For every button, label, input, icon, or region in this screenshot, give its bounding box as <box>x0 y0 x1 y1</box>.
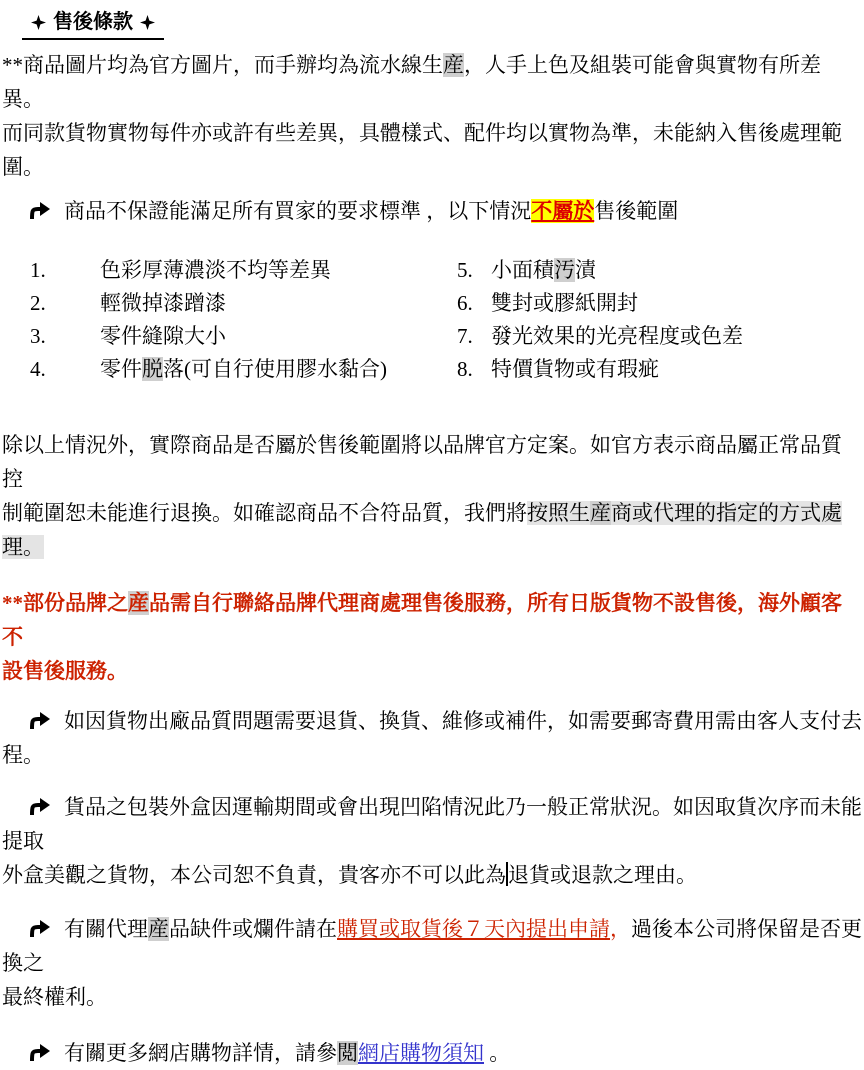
text-run: 輕微掉漆蹭漆 <box>100 291 226 315</box>
text-run: 有關更多網店購物詳情，請參 <box>64 1041 337 1065</box>
text-run: 汚 <box>554 258 575 282</box>
not-covered-notice-text <box>64 199 678 223</box>
brand-notice-red-paragraph <box>2 586 862 688</box>
text-run: 最終權利。 <box>2 985 107 1009</box>
text-run: 産 <box>148 917 169 941</box>
list-item-text <box>100 291 226 315</box>
page-title <box>22 6 862 40</box>
text-run: ，人手上色及組裝可能會與實物有所差異。 <box>2 53 821 111</box>
text-run: 外盒美觀之貨物，本公司恕不負責，貴客亦不可以此為 <box>2 863 506 887</box>
store-shopping-guide-link[interactable]: 網店購物須知 <box>358 1041 484 1065</box>
text-run: 過後本公司將保留是否更換之 <box>2 917 862 975</box>
curved-right-arrow-icon <box>28 1041 51 1062</box>
curved-right-arrow-icon <box>28 795 51 816</box>
curved-right-arrow-icon <box>28 199 51 220</box>
list-item-number: 8. <box>457 357 473 381</box>
text-run: 産 <box>590 501 611 525</box>
list-item <box>457 353 862 386</box>
exclusion-list <box>30 254 862 386</box>
text-run: 有關代理 <box>64 917 148 941</box>
text-run: 雙封或膠紙開封 <box>491 291 638 315</box>
list-item-text <box>491 291 638 315</box>
page-title-text: 售後條款 <box>53 11 133 33</box>
claim-window-paragraph <box>2 912 862 1014</box>
text-run: 特價貨物或有瑕疵 <box>491 357 659 381</box>
not-covered-notice <box>2 194 862 228</box>
text-run: 品需自行聯絡品牌代理商處理售後服務，所有日版貨物不設售後，海外顧客不 <box>2 591 842 649</box>
not-covered-highlight: 不屬於 <box>531 199 595 223</box>
intro-paragraph <box>2 48 862 184</box>
list-item <box>30 320 457 353</box>
exclusion-list-left-column <box>30 254 457 386</box>
list-item-number: 4. <box>30 357 46 381</box>
text-run: 産 <box>128 591 149 615</box>
text-run: 。 <box>484 1041 511 1065</box>
text-run: 貨品之包裝外盒因運輸期間或會出現凹陷情況此乃一般正常狀況。如因取貨次序而未能提取 <box>2 795 862 853</box>
box-damage-paragraph <box>2 790 862 892</box>
shipping-fee-text <box>2 709 862 767</box>
list-item <box>30 353 457 386</box>
four-pointed-star-icon <box>140 15 155 30</box>
text-run: 除以上情況外，實際商品是否屬於售後範圍將以品牌官方定案。如官方表示商品屬正常品質控 <box>2 433 842 491</box>
list-item-number: 7. <box>457 324 473 348</box>
text-run: 品缺件或爛件請在 <box>169 917 337 941</box>
list-item-text <box>100 324 226 348</box>
text-run: 如因貨物出廠品質問題需要退貨、換貨、維修或補件，如需要郵寄費用需由客人支付去程。 <box>2 709 862 767</box>
list-item <box>457 320 862 353</box>
list-item-number: 6. <box>457 291 473 315</box>
claim-window-text <box>2 917 862 1009</box>
curved-right-arrow-icon <box>28 709 51 730</box>
list-item-text <box>491 324 743 348</box>
page-title-underlined <box>22 7 164 40</box>
text-run: **商品圖片均為官方圖片，而手辦均為流水線生 <box>2 53 443 77</box>
text-run: 按照生 <box>527 501 590 525</box>
list-item <box>457 254 862 287</box>
list-item-text <box>100 357 387 381</box>
more-info-text <box>64 1041 510 1065</box>
text-run: 閲 <box>337 1041 358 1065</box>
text-run: 商或代理的指定的方式處理。 <box>2 501 842 559</box>
text-run: 制範圍恕未能進行退換。如確認商品不合符品質，我們將 <box>2 501 527 525</box>
list-item-text <box>491 258 596 282</box>
exclusion-list-right-column <box>457 254 862 386</box>
more-info-paragraph <box>2 1036 862 1070</box>
text-run: 色彩厚薄濃淡不均等差異 <box>100 258 331 282</box>
list-item <box>457 287 862 320</box>
list-item <box>30 254 457 287</box>
list-item-number: 1. <box>30 258 46 282</box>
text-run: 小面積 <box>491 258 554 282</box>
list-item-number: 3. <box>30 324 46 348</box>
list-item-number: 5. <box>457 258 473 282</box>
claim-deadline-emphasis: 購買或取貨後７天內提出申請 <box>337 917 610 941</box>
list-item-text <box>491 357 659 381</box>
text-run: 零件縫隙大小 <box>100 324 226 348</box>
shipping-fee-paragraph <box>2 704 862 772</box>
box-damage-text <box>2 795 862 887</box>
text-run: 而同款貨物實物每件亦或許有些差異，具體樣式、配件均以實物為準，未能納入售後處理範圍。 <box>2 121 842 179</box>
list-item-number: 2. <box>30 291 46 315</box>
text-run: ， <box>610 917 631 941</box>
list-item-text <box>100 258 331 282</box>
text-run: **部份品牌之 <box>2 591 128 615</box>
four-pointed-star-icon <box>31 15 46 30</box>
text-run: 落(可自行使用膠水黏合) <box>163 357 387 381</box>
text-run: 設售後服務。 <box>2 659 128 683</box>
curved-right-arrow-icon <box>28 917 51 938</box>
text-run: 退貨或退款之理由。 <box>508 863 697 887</box>
list-item <box>30 287 457 320</box>
text-run: 漬 <box>575 258 596 282</box>
official-decision-paragraph <box>2 428 862 564</box>
text-run: 脱 <box>142 357 163 381</box>
text-run: 産 <box>443 53 464 77</box>
text-run: 商品不保證能滿足所有買家的要求標準 ，以下情況 <box>64 199 532 223</box>
text-run: 售後範圍 <box>594 199 679 223</box>
text-run: 發光效果的光亮程度或色差 <box>491 324 743 348</box>
text-run: 零件 <box>100 357 142 381</box>
